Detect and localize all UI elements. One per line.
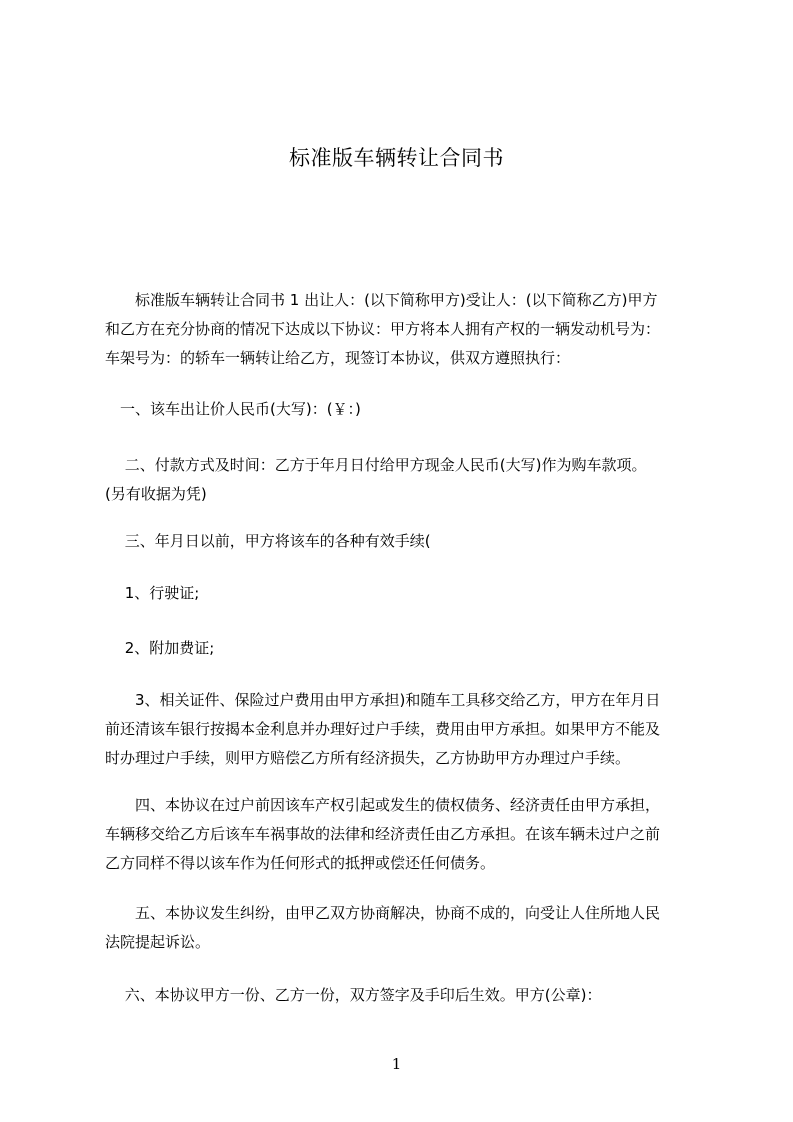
- page-number: 1: [391, 1055, 402, 1073]
- paragraph-line: 五、本协议发生纠纷，由甲乙双方协商解决，协商不成的，向受让人住所地人民: [105, 904, 661, 922]
- item-1-paragraph: [105, 579, 705, 608]
- paragraph-line: 1、行驶证;: [105, 584, 200, 602]
- paragraph-line: 六、本协议甲方一份、乙方一份，双方签字及手印后生效。甲方(公章)：: [105, 986, 602, 1004]
- paragraph-line: 2、附加费证;: [105, 639, 215, 657]
- paragraph-line: 和乙方在充分协商的情况下达成以下协议：甲方将本人拥有产权的一辆发动机号为：: [105, 320, 661, 338]
- item-2-paragraph: [105, 634, 705, 663]
- item-3-paragraph: [105, 686, 705, 773]
- paragraph-line: 3、相关证件、保险过户费用由甲方承担)和随车工具移交给乙方，甲方在年月日: [105, 691, 661, 709]
- paragraph-line: 法院提起诉讼。: [105, 933, 211, 951]
- paragraph-line: (另有收据为凭): [105, 485, 207, 503]
- clause-3-paragraph: [105, 527, 705, 556]
- paragraph-line: 三、年月日以前，甲方将该车的各种有效手续(: [105, 532, 431, 550]
- paragraph-line: 二、付款方式及时间：乙方于年月日付给甲方现金人民币(大写)作为购车款项。: [105, 456, 647, 474]
- document-title: 标准版车辆转让合同书: [289, 146, 504, 170]
- paragraph-line: 标准版车辆转让合同书 1 出让人：(以下简称甲方)受让人：(以下简称乙方)甲方: [105, 291, 658, 309]
- paragraph-line: 前还清该车银行按揭本金利息并办理好过户手续，费用由甲方承担。如果甲方不能及: [105, 720, 661, 738]
- paragraph-line: 乙方同样不得以该车作为任何形式的抵押或偿还任何债务。: [105, 854, 496, 872]
- clause-2-paragraph: [105, 451, 705, 509]
- clause-5-paragraph: [105, 899, 705, 957]
- paragraph-line: 车架号为：的轿车一辆转让给乙方，现签订本协议，供双方遵照执行：: [105, 349, 571, 367]
- paragraph-line: 时办理过户手续，则甲方赔偿乙方所有经济损失，乙方协助甲方办理过户手续。: [105, 749, 631, 767]
- paragraph-line: 四、本协议在过户前因该车产权引起或发生的债权债务、经济责任由甲方承担，: [105, 796, 661, 814]
- paragraph-line: 一、该车出让价人民币(大写)：(￥：): [105, 400, 361, 418]
- intro-paragraph: [105, 286, 705, 373]
- clause-6-paragraph: [105, 981, 705, 1010]
- clause-1-paragraph: [105, 395, 705, 424]
- paragraph-line: 车辆移交给乙方后该车车祸事故的法律和经济责任由乙方承担。在该车辆未过户之前: [105, 825, 661, 843]
- clause-4-paragraph: [105, 791, 705, 878]
